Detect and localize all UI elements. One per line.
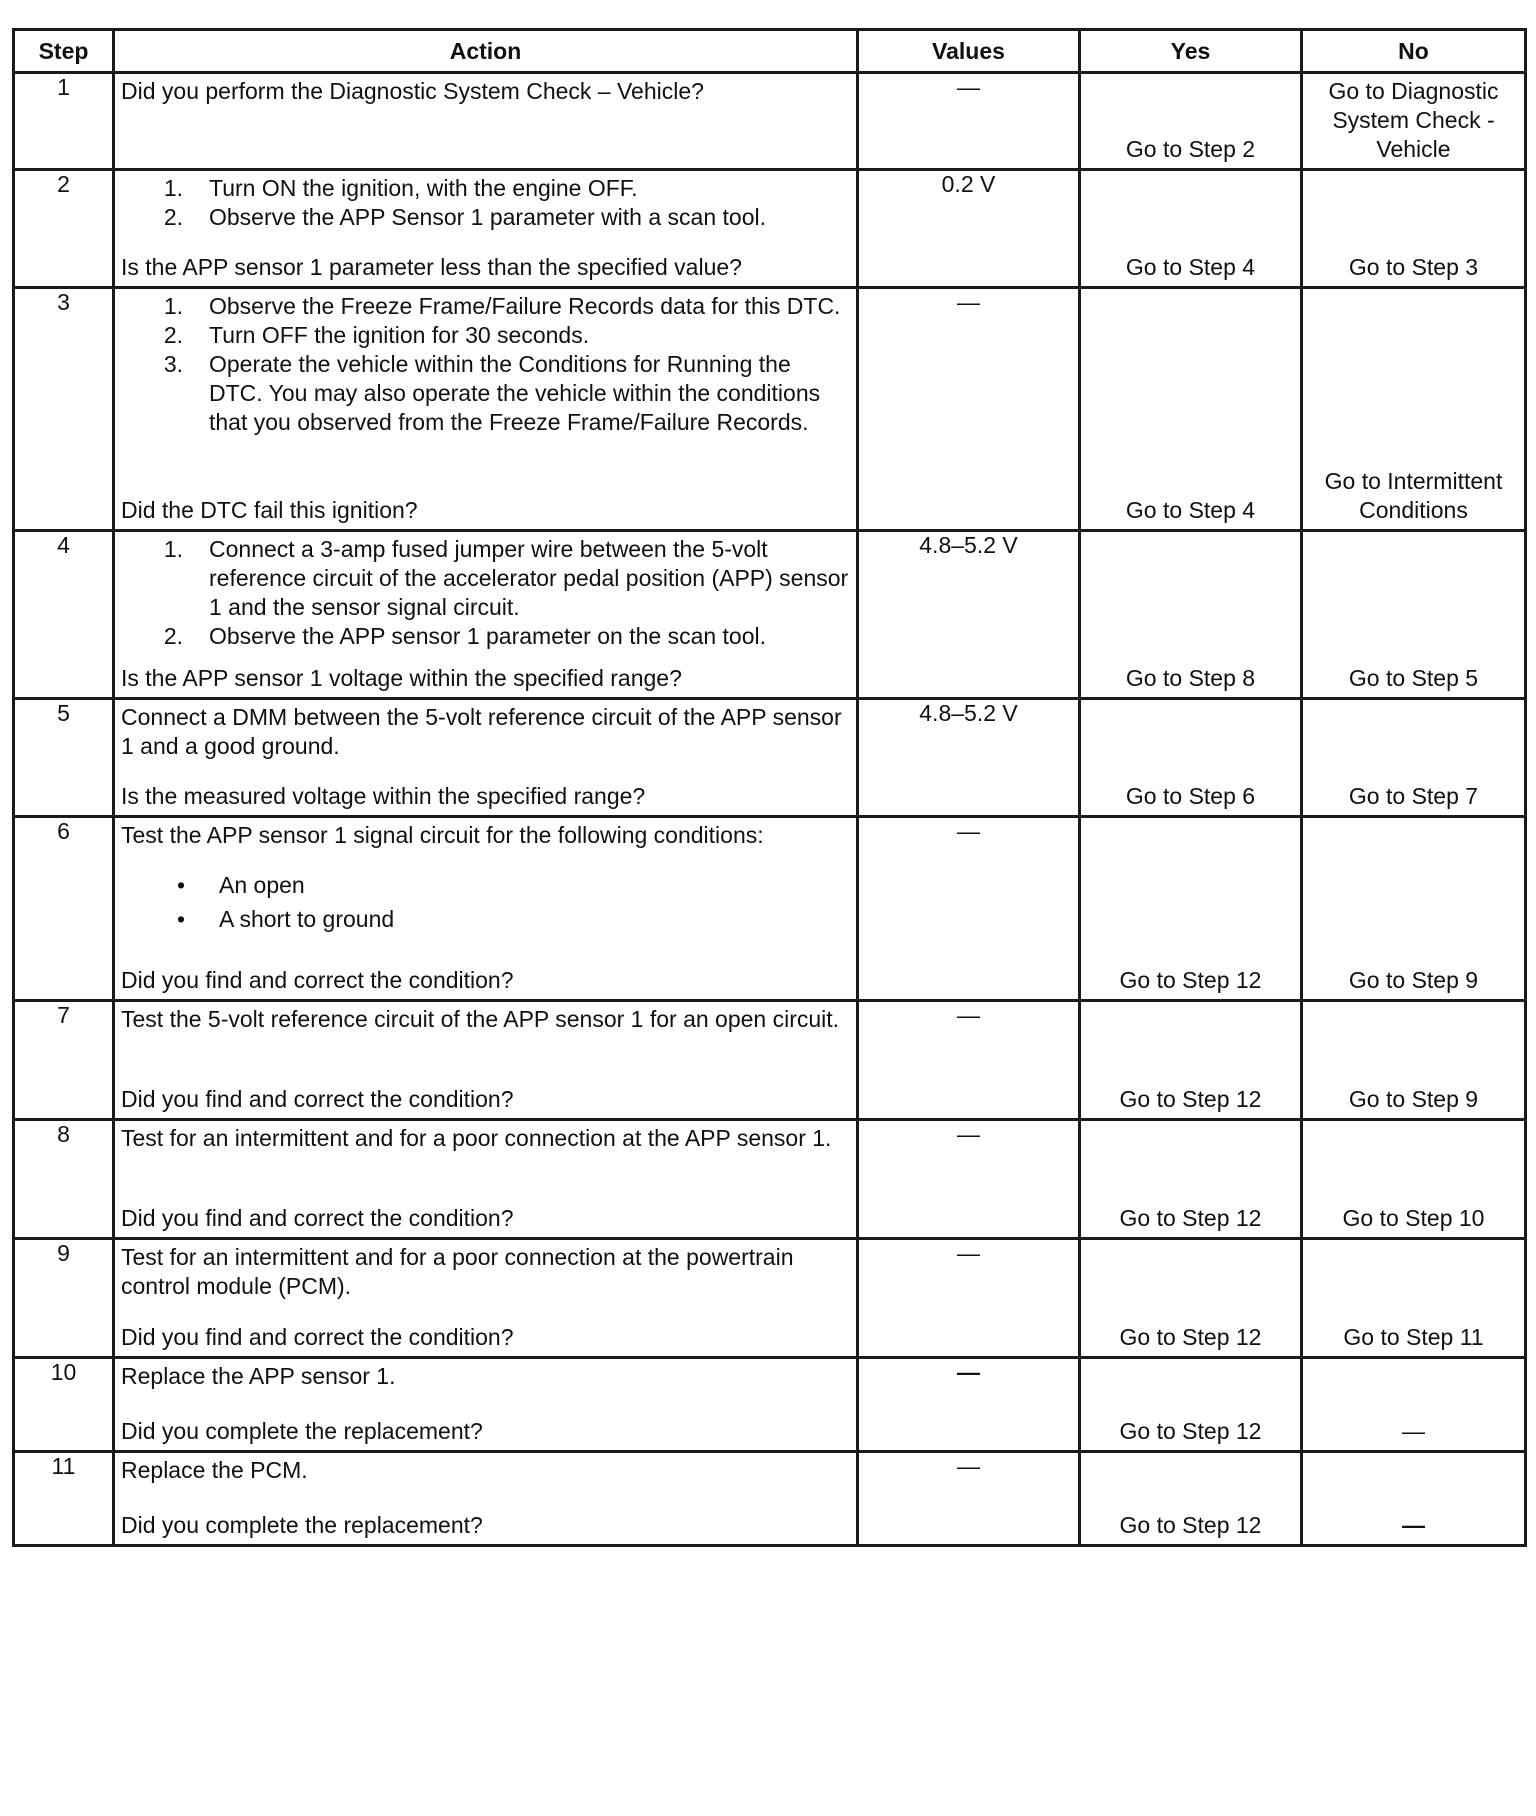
table-row [14, 288, 1526, 531]
action-cell [114, 531, 858, 699]
bullet-icon: • [176, 906, 185, 932]
action-question: Did you complete the replacement? [121, 1418, 483, 1444]
substep-text: Turn ON the ignition, with the engine OFF. [209, 175, 638, 201]
no-cell [1302, 170, 1526, 288]
step-number: 2 [14, 170, 114, 288]
condition-item [121, 902, 850, 936]
action-cell [114, 1452, 858, 1546]
value-cell [858, 1452, 1080, 1546]
action-cell [114, 73, 858, 170]
substep-item: 2. Turn OFF the ignition for 30 seconds. [163, 322, 590, 348]
diagnostic-table-container [12, 28, 1524, 1547]
step-number: 1 [14, 73, 114, 170]
action-question: Did you find and correct the condition? [121, 1205, 514, 1231]
action-text: Test the 5-volt reference circuit of the APP sensor 1 for an open circuit. [121, 1006, 840, 1032]
yes-cell [1080, 1452, 1302, 1546]
no-cell [1302, 1358, 1526, 1452]
yes-link[interactable]: Go to Step 12 [1119, 1324, 1262, 1350]
yes-link[interactable]: Go to Step 12 [1119, 1086, 1262, 1112]
action-text: Test for an intermittent and for a poor connection at the powertrain control module (PCM). [121, 1244, 794, 1299]
yes-cell [1080, 699, 1302, 817]
yes-link[interactable]: Go to Step 12 [1119, 967, 1262, 993]
no-link[interactable]: Go to Step 9 [1348, 1086, 1479, 1112]
step-number: 5 [14, 699, 114, 817]
substep-item: 1. Observe the Freeze Frame/Failure Records data for this DTC. [163, 293, 841, 319]
no-cell [1302, 1120, 1526, 1239]
value-cell: 4.8–5.2 V [858, 531, 1080, 699]
yes-cell [1080, 170, 1302, 288]
value-dash: — [957, 1453, 980, 1479]
condition-text: A short to ground [219, 906, 395, 932]
header-values: Values [858, 30, 1080, 73]
action-cell [114, 1120, 858, 1239]
no-dash: — [1402, 1418, 1425, 1444]
condition-item [121, 868, 850, 902]
substep-item: 2. Observe the APP Sensor 1 parameter with a scan tool. [163, 204, 766, 230]
step-number: 11 [14, 1452, 114, 1546]
no-link[interactable]: Go to Step 7 [1348, 783, 1479, 809]
value-cell [858, 1358, 1080, 1452]
no-cell [1302, 817, 1526, 1001]
action-text: Replace the PCM. [121, 1457, 308, 1483]
substep-text: Turn OFF the ignition for 30 seconds. [209, 322, 590, 348]
no-link[interactable]: Go to Step 9 [1348, 967, 1479, 993]
action-cell [114, 288, 858, 531]
substep-text: Observe the Freeze Frame/Failure Records data for this DTC. [209, 293, 841, 319]
substep-item: 1. Connect a 3-amp fused jumper wire between the 5-volt reference circuit of the accelerator pedal position (APP) sensor 1 and the sensor signal circuit. [163, 536, 849, 620]
action-text: Test the APP sensor 1 signal circuit for the following conditions: [121, 822, 764, 848]
table-row [14, 1001, 1526, 1120]
substep-text: Operate the vehicle within the Conditions for Running the DTC. You may also operate the vehicle within the conditions that you observed from the Freeze Frame/Failure Records. [209, 351, 821, 435]
table-row [14, 1358, 1526, 1452]
no-link[interactable]: Go to Step 3 [1348, 254, 1479, 280]
no-cell [1302, 288, 1526, 531]
yes-link[interactable]: Go to Step 2 [1125, 136, 1256, 162]
yes-cell [1080, 288, 1302, 531]
no-cell [1302, 73, 1526, 170]
yes-cell [1080, 1358, 1302, 1452]
header-row [14, 30, 1526, 73]
action-question: Is the APP sensor 1 voltage within the specified range? [121, 665, 682, 691]
table-row [14, 73, 1526, 170]
yes-cell [1080, 73, 1302, 170]
value-cell: — [858, 73, 1080, 170]
action-question: Did you find and correct the condition? [121, 1086, 514, 1112]
step-number: 9 [14, 1239, 114, 1358]
step-number: 8 [14, 1120, 114, 1239]
no-link[interactable]: Go to Step 10 [1342, 1205, 1485, 1231]
yes-cell [1080, 1239, 1302, 1358]
action-text: Replace the APP sensor 1. [121, 1363, 396, 1389]
action-cell [114, 1001, 858, 1120]
substep-item: 1. Turn ON the ignition, with the engine OFF. [163, 175, 638, 201]
action-question: Did you find and correct the condition? [121, 1324, 514, 1350]
no-link[interactable]: Go to Step 5 [1348, 665, 1479, 691]
action-cell [114, 817, 858, 1001]
yes-cell [1080, 1120, 1302, 1239]
yes-link[interactable]: Go to Step 4 [1125, 254, 1256, 280]
no-dash: — [1402, 1512, 1425, 1538]
value-dash: — [957, 1359, 980, 1385]
action-question: Is the measured voltage within the specified range? [121, 783, 646, 809]
action-cell [114, 699, 858, 817]
action-text: Test for an intermittent and for a poor connection at the APP sensor 1. [121, 1125, 832, 1151]
action-cell [114, 1358, 858, 1452]
step-number: 3 [14, 288, 114, 531]
step-number: 6 [14, 817, 114, 1001]
table-row [14, 170, 1526, 288]
table-row [14, 1452, 1526, 1546]
action-question: Is the APP sensor 1 parameter less than the specified value? [121, 254, 742, 280]
table-row [14, 817, 1526, 1001]
step-number: 10 [14, 1358, 114, 1452]
substep-list [121, 174, 850, 232]
action-question: Did the DTC fail this ignition? [121, 497, 418, 523]
diagnostic-table [12, 28, 1527, 1547]
yes-cell [1080, 1001, 1302, 1120]
substep-text: Connect a 3-amp fused jumper wire between the 5-volt reference circuit of the accelerator pedal position (APP) sensor 1 and the sensor signal circuit. [209, 536, 849, 620]
no-cell [1302, 531, 1526, 699]
yes-link[interactable]: Go to Step 12 [1119, 1418, 1262, 1444]
yes-cell [1080, 817, 1302, 1001]
yes-link[interactable]: Go to Step 12 [1119, 1512, 1262, 1538]
substep-item: 2. Observe the APP sensor 1 parameter on the scan tool. [163, 623, 767, 649]
substep-text: Observe the APP sensor 1 parameter on the scan tool. [209, 623, 767, 649]
action-question: Did you find and correct the condition? [121, 967, 514, 993]
value-cell: — [858, 817, 1080, 1001]
value-cell: 0.2 V [858, 170, 1080, 288]
action-question: Did you complete the replacement? [121, 1512, 483, 1538]
yes-link[interactable]: Go to Step 8 [1125, 665, 1256, 691]
step-number: 4 [14, 531, 114, 699]
value-cell: — [858, 1001, 1080, 1120]
substep-list [121, 535, 850, 651]
substep-list [121, 292, 850, 437]
substep-text: Observe the APP Sensor 1 parameter with a scan tool. [209, 204, 766, 230]
yes-link[interactable]: Go to Step 6 [1125, 783, 1256, 809]
no-link[interactable]: Go to Step 11 [1343, 1324, 1484, 1350]
value-cell: — [858, 1239, 1080, 1358]
header-step: Step [14, 30, 114, 73]
yes-link[interactable]: Go to Step 4 [1125, 497, 1256, 523]
no-link[interactable]: Go to Intermittent Conditions [1324, 468, 1503, 523]
no-link[interactable]: Go to Diagnostic System Check - Vehicle [1328, 78, 1499, 162]
header-no: No [1302, 30, 1526, 73]
step-number: 7 [14, 1001, 114, 1120]
action-cell [114, 170, 858, 288]
action-text: Did you perform the Diagnostic System Check – Vehicle? [121, 78, 704, 104]
action-cell [114, 1239, 858, 1358]
condition-text: An open [219, 872, 305, 898]
no-cell [1302, 1239, 1526, 1358]
yes-cell [1080, 531, 1302, 699]
value-cell: — [858, 288, 1080, 531]
table-row [14, 1239, 1526, 1358]
value-cell: 4.8–5.2 V [858, 699, 1080, 817]
value-cell: — [858, 1120, 1080, 1239]
condition-list [121, 868, 850, 936]
header-yes: Yes [1080, 30, 1302, 73]
header-action: Action [114, 30, 858, 73]
table-row [14, 699, 1526, 817]
bullet-icon: • [176, 872, 185, 898]
no-cell [1302, 699, 1526, 817]
table-row [14, 531, 1526, 699]
action-text: Connect a DMM between the 5-volt reference circuit of the APP sensor 1 and a good ground. [121, 704, 842, 759]
no-cell [1302, 1001, 1526, 1120]
no-cell [1302, 1452, 1526, 1546]
substep-item: 3. Operate the vehicle within the Conditions for Running the DTC. You may also operate the vehicle within the conditions that you observed from the Freeze Frame/Failure Records. [121, 350, 850, 437]
table-row [14, 1120, 1526, 1239]
yes-link[interactable]: Go to Step 12 [1119, 1205, 1262, 1231]
